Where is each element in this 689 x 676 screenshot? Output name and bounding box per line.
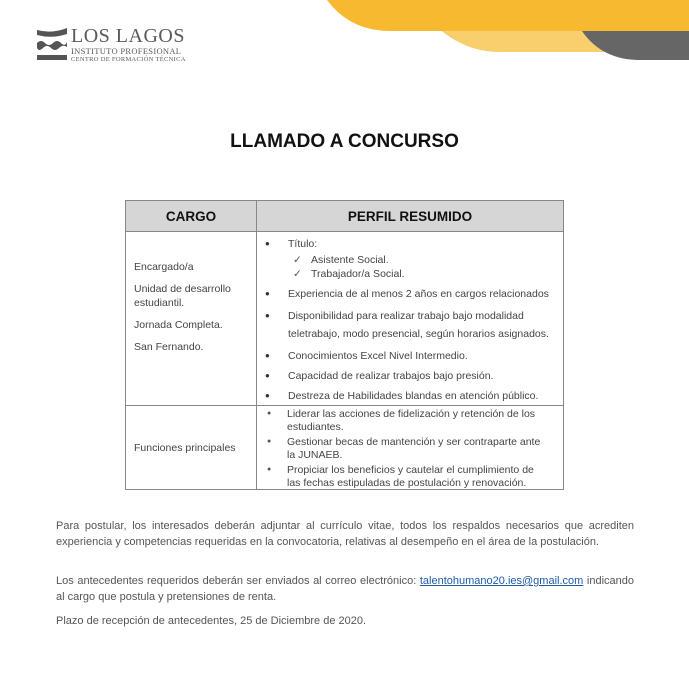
wave-stripes-logo-icon [36, 26, 68, 62]
cargo-line: San Fernando. [134, 341, 204, 353]
cargo-cell [126, 232, 257, 406]
logo-name: LOS LAGOS [71, 25, 185, 47]
table-row [126, 232, 564, 406]
logo-subtitle-2: CENTRO DE FORMACIÓN TÉCNICA [71, 56, 186, 63]
check-item: ✓ Trabajador/a Social. [288, 267, 559, 281]
perfil-cell [257, 232, 564, 406]
check-item: ✓ Asistente Social. [288, 253, 559, 267]
header-perfil: PERFIL RESUMIDO [257, 201, 564, 232]
email-link[interactable]: talentohumano20.ies@gmail.com [419, 575, 584, 587]
funciones-list [257, 408, 549, 489]
cargo-line: Encargado/a [134, 261, 194, 273]
list-item: ● Disponibilidad para realizar trabajo bajo modalidad teletrabajo, modo presencial, según horarios asignados. [257, 307, 559, 343]
paragraph-postular: Para postular, los interesados deberán adjuntar al currículo vitae, todos los respaldos necesarios que acrediten experiencia y competencias requeridas en la convocatoria, relativas al desempeño en el área de la postulación. [56, 520, 634, 548]
cargo-line: Jornada Completa. [134, 319, 223, 331]
list-item: ● Destreza de Habilidades blandas en atención público. [257, 389, 559, 403]
table-header-row [126, 201, 564, 232]
paragraph-plazo: Plazo de recepción de antecedentes, 25 de Diciembre de 2020. [56, 615, 367, 627]
deco-dark-wave [580, 28, 689, 60]
funciones-cell [257, 406, 564, 490]
funciones-label: Funciones principales [134, 441, 236, 454]
perfil-list [257, 237, 559, 403]
list-item: ● Capacidad de realizar trabajos bajo presión. [257, 369, 559, 383]
logo-subtitle: INSTITUTO PROFESIONAL [71, 46, 182, 56]
titulo-label: Título: [288, 238, 318, 250]
titulo-list [288, 253, 559, 281]
logo-text [71, 26, 186, 64]
list-item: ● Conocimientos Excel Nivel Intermedio. [257, 349, 559, 363]
list-item: ● Liderar las acciones de fidelización y retención de los estudiantes. [257, 408, 549, 433]
paragraph-antecedentes [56, 574, 634, 605]
list-item: ● Experiencia de al menos 2 años en cargos relacionados [257, 287, 559, 301]
list-item: ● Propiciar los beneficios y cautelar el cumplimiento de las fechas estipuladas de postulación y renovación. [257, 464, 549, 489]
table-row [126, 406, 564, 490]
funciones-label-cell [126, 406, 257, 490]
deco-main-wave [327, 0, 689, 31]
cargo-line: Unidad de desarrollo estudiantil. [134, 283, 231, 309]
list-item: ● Gestionar becas de mantención y ser contraparte ante la JUNAEB. [257, 436, 549, 461]
paragraph-text: Los antecedentes requeridos deberán ser enviados al correo electrónico: [56, 575, 420, 587]
header-cargo: CARGO [126, 201, 257, 232]
job-table [125, 200, 564, 490]
paragraph-text: indicando al cargo que postula y pretensiones de renta. [56, 575, 634, 603]
page-title: LLAMADO A CONCURSO [230, 131, 459, 152]
list-item [257, 237, 559, 281]
